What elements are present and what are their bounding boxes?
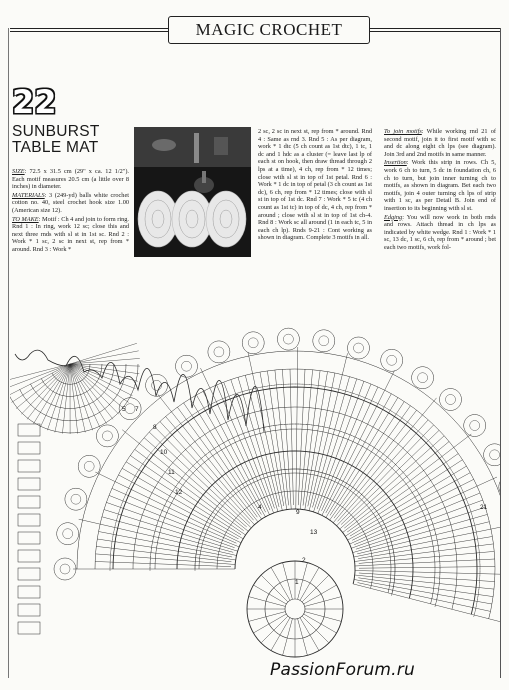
chart-stitch-line [300,618,319,651]
chart-row-label: 10 [160,449,168,456]
right-margin-rule [500,28,501,678]
chart-picot-loop [84,461,94,471]
chart-picot-loop [57,523,79,545]
chart-stitch-mark [144,460,146,463]
chart-stitch-line [70,364,85,432]
chart-stitch-mark [379,404,383,406]
chart-stitch-mark [414,427,417,430]
chart-stitch-line [79,519,237,555]
chart-picot-loop [208,341,230,363]
chart-stitch-mark [136,471,138,474]
chart-stitch-line [296,347,298,509]
chart-stitch-mark [445,461,447,464]
chart-picot-loop [71,494,81,504]
chart-stitch-mark [454,475,456,479]
chart-picot-loop [440,389,462,411]
chart-stitch-mark [467,500,469,504]
edging-label: Edging [384,213,403,221]
chart-stitch-mark [112,536,113,540]
chart-insertion-cell [18,496,40,508]
chart-picot-loop [125,404,135,414]
chart-stitch-line [308,373,335,506]
chart-stitch-line [96,546,231,561]
chart-stitch-mark [150,451,153,454]
chart-stitch-line [350,466,467,536]
chart-stitch-mark [475,527,476,531]
chart-row-label: 4 [258,504,262,511]
chart-picot-loop [313,330,335,352]
chart-stitch-mark [367,398,371,400]
chart-stitch-line [97,539,235,560]
rounds-text: 2 sc, 2 sc in next st, rep from * around. Rnd 4 : Same as rnd 3. Rnd 5 : As per diagram, work * 1 dtc (5 ch count as 1st dtc), 1 tc, 1 dc and 1 hdc as a cluster (= leave last lp of each st on hook, then draw thread through 2 lps at a time), 4 ch, rep from * 12 times; close with sl st in top of 1st petal. Rnd 6 : Work * 1 dc in top of petal (3 ch count as 1st dc), 6 ch, rep from * 12 times; close with sl st in top of 1st dc. Rnd 7 : Work * 5 tc (4 ch count as 1st tc) in top of dc, 4 ch, rep from * around ; close with sl st in top of 1st ch-4. Rnd 8 : Work sc all around (1 in each tc, 5 in each ch lp). Rnds 9-21 : Cont working as shown in diagram. Complete 3 motifs in all. [258,128,372,242]
chart-stitch-line [271,618,290,651]
chart-stitch-mark [250,389,254,390]
chart-stitch-mark [140,465,142,468]
chart-picot-loop [446,395,456,405]
chart-stitch-line [166,417,254,521]
chart-stitch-mark [382,406,386,408]
chart-stitch-line [224,382,274,513]
chart-stitch-mark [131,480,133,484]
chart-stitch-line [261,575,288,602]
chart-stitch-mark [409,423,412,426]
chart-picot-loop [78,455,100,477]
chart-stitch-line [261,616,288,643]
chart-stitch-mark [476,603,477,607]
chart-stitch-mark [434,447,437,450]
chart-stitch-line [96,554,236,565]
left-margin-rule [8,28,9,678]
chart-stitch-mark [327,387,331,388]
chart-picot-loop [242,332,264,354]
chart-stitch-line [322,387,378,511]
chart-insertion-cell [18,604,40,616]
chart-row-label: 9 [296,509,300,516]
chart-picot-loop [283,334,293,344]
chart-picot-loop [490,450,500,460]
chart-stitch-mark [244,390,248,391]
chart-stitch-line [122,430,248,532]
chart-stitch-mark [231,394,235,395]
chart-stitch-line [271,567,290,600]
chart-stitch-mark [156,443,159,446]
chart-stitch-mark [458,481,460,485]
chart-insertion-cell [18,424,40,436]
chart-stitch-mark [146,457,148,460]
instructions-column-3 [258,128,372,243]
chart-stitch-mark [478,540,479,544]
chart-stitch-line [348,473,471,540]
chart-insertion-cell [18,586,40,598]
chart-stitch-line [345,460,462,537]
materials-text: : 3 (249-yd) balls white crochet cotton no. 40, steel crochet hook size 1.00 (American size 12). [12,191,129,214]
chart-stitch-mark [406,421,409,423]
chart-row-label: 11 [168,469,175,476]
chart-stitch-line [253,585,286,604]
chart-stitch-line [119,475,239,539]
chart-stitch-line [55,364,70,432]
chart-stitch-mark [179,422,182,425]
chart-insertion-cell [18,478,40,490]
chart-picot-loop [96,425,118,447]
chart-picot-loop [484,444,500,466]
chart-row-label: 7 [135,406,139,413]
chart-stitch-mark [333,388,337,389]
edging-text: : You will now work in both rnds and rows. Attach thread in ch lps as indicated by white wedge. Rnd 1 : Work * 1 sc, 13 dc, 1 sc, 6 ch, rep from * around ; bet each two motifs, work fol- [384,213,496,251]
chart-stitch-mark [117,516,118,520]
chart-row-label: 1 [295,579,299,586]
crochet-chart-diagram [10,284,500,664]
chart-row-label: 12 [175,489,183,496]
chart-stitch-mark [477,596,478,600]
chart-stitch-line [99,532,233,558]
chart-stitch-mark [224,397,228,399]
chart-stitch-mark [354,394,358,395]
chart-stitch-line [304,585,337,604]
chart-stitch-mark [394,413,397,415]
chart-stitch-mark [411,425,414,428]
chart-picot-loop [182,361,192,371]
chart-stitch-mark [264,386,268,387]
chart-stitch-line [303,371,320,506]
materials-label: MATERIALS [12,191,45,199]
chart-stitch-mark [148,454,150,457]
chart-stitch-mark [475,610,476,614]
chart-stitch-line [253,614,286,633]
chart-stitch-mark [460,484,462,488]
chart-stitch-line [302,616,329,643]
insertion-label: Insertion [384,159,407,167]
chart-stitch-mark [389,409,392,411]
chart-stitch-line [356,507,485,549]
chart-stitch-mark [441,455,443,458]
chart-stitch-mark [469,507,470,511]
chart-stitch-line [322,371,395,516]
chart-stitch-mark [464,494,466,498]
chart-row-label: 13 [310,529,318,536]
chart-stitch-line [16,364,70,409]
chart-stitch-mark [478,593,479,597]
chart-stitch-line [357,522,489,554]
chart-stitch-mark [268,386,272,387]
chart-stitch-mark [114,529,115,533]
chart-picot-loop [60,564,70,574]
chart-stitch-line [126,462,241,535]
chart-stitch-line [21,364,70,414]
chart-stitch-mark [185,418,188,420]
chart-stitch-mark [400,417,403,419]
chart-stitch-line [334,410,417,518]
chart-stitch-line [309,353,347,510]
chart-stitch-line [106,502,234,547]
chart-stitch-line [333,398,436,523]
chart-stitch-mark [133,477,135,481]
chart-insertion-cell [18,532,40,544]
chart-picot-loop [412,367,434,389]
chart-stitch-mark [429,442,432,445]
chart-insertion-cell [18,442,40,454]
chart-insertion-cell [18,514,40,526]
chart-picot-loop [146,374,168,396]
chart-stitch-mark [477,534,478,538]
join-text: : While working rnd 21 of second motif, join it to first motif with sc and dc along eight ch lps (see diagram). Join 3rd and 2nd motifs in same manner. [384,128,496,158]
chart-picot-loop [63,529,73,539]
chart-picot-loop [464,415,486,437]
chart-picot-loop [381,349,403,371]
chart-stitch-line [217,385,270,510]
instructions-column-1 [12,168,129,255]
chart-stitch-mark [456,478,458,482]
chart-stitch-line [298,369,305,505]
chart-stitch-mark [166,434,169,437]
chart-picot-loop [387,355,397,365]
chart-stitch-mark [115,522,116,526]
instructions-column-4 [384,128,496,253]
insertion-text: : Work this strip in rows. Ch 5, work 6 ch to turn, 5 dc in foundation ch, 6 ch to turn, but join inner turning ch to motifs, as shown in diagram. Bet each two motifs, join 4 outer turning ch lps of strip with 1 sc, as per Detail B. Join end of insertion to its beginning with sl st. [384,159,496,212]
chart-stitch-mark [190,414,193,416]
chart-insertion-cell [18,568,40,580]
chart-stitch-line [353,584,500,624]
chart-stitch-mark [126,490,128,494]
chart-stitch-mark [237,392,241,393]
chart-row-label: 21 [480,504,488,511]
chart-stitch-mark [271,385,275,386]
watermark: PassionForum.ru [270,660,415,680]
chart-picot-loop [348,337,370,359]
header-rule-left [10,28,168,29]
chart-stitch-mark [461,487,463,491]
chart-stitch-line [304,614,337,633]
chart-stitch-mark [188,416,191,418]
chart-stitch-line [317,381,364,509]
chart-stitch-line [184,403,262,519]
chart-stitch-mark [142,462,144,465]
chart-insertion-cell [18,460,40,472]
chart-stitch-line [302,575,329,602]
chart-stitch-mark [403,419,406,421]
table-mat-photo [134,127,251,257]
chart-picot-loop [248,338,258,348]
chart-stitch-mark [347,391,351,392]
chart-stitch-mark [196,411,199,413]
chart-stitch-line [340,436,444,529]
chart-stitch-mark [471,513,472,517]
chart-stitch-line [248,352,282,510]
chart-picot-loop [319,336,329,346]
header-rule-left-2 [10,31,168,32]
chart-insertion-cell [18,550,40,562]
chart-picot-loop [470,421,480,431]
chart-stitch-mark [397,415,400,417]
chart-stitch-line [359,551,494,563]
chart-stitch-mark [193,412,196,414]
magazine-title: MAGIC CROCHET [168,16,370,44]
chart-stitch-mark [479,547,480,551]
chart-picot-loop [277,328,299,350]
chart-stitch-mark [449,466,451,469]
chart-stitch-line [300,567,319,600]
chart-picot-loop [214,347,224,357]
chart-stitch-line [70,364,140,366]
chart-stitch-mark [182,420,185,422]
chart-stitch-line [354,580,492,605]
chart-stitch-line [95,562,231,567]
chart-stitch-mark [257,387,261,388]
chart-stitch-mark [340,390,344,391]
chart-stitch-mark [451,469,453,472]
chart-stitch-line [326,394,392,513]
chart-stitch-mark [439,452,442,455]
chart-stitch-line [358,537,492,559]
chart-stitch-line [355,559,495,566]
chart-row-label: 8 [153,424,157,431]
chart-picot-loop [354,343,364,353]
chart-stitch-mark [218,399,222,401]
chart-insertion-cell [18,622,40,634]
chart-stitch-mark [202,407,206,409]
chart-stitch-mark [121,502,122,506]
chart-stitch-mark [373,401,377,403]
chart-picot-loop [176,355,198,377]
chart-stitch-line [305,372,328,510]
chart-stitch-mark [129,483,131,487]
chart-stitch-line [10,364,70,396]
chart-stitch-line [245,375,279,507]
chart-stitch-mark [316,385,320,386]
chart-stitch-line [313,377,350,508]
size-text: : 72.5 x 31.5 cm (29" x ca. 12 1/2"). Each motif measures 20.5 cm (a little over 8 inches) in diameter. [12,168,129,191]
chart-stitch-mark [453,472,455,475]
chart-stitch-line [10,364,70,389]
chart-round-arc [77,351,500,623]
chart-stitch-mark [152,449,155,452]
chart-stitch-mark [111,543,112,547]
chart-stitch-mark [176,425,179,428]
chart-stitch-mark [171,429,174,432]
header-rule-right-2 [370,31,500,32]
chart-row-label: 2 [302,557,306,564]
chart-stitch-mark [138,468,140,471]
chart-stitch-line [330,402,404,516]
chart-stitch-line [12,364,71,403]
chart-stitch-mark [124,496,126,500]
pattern-number: 22 [12,83,57,121]
chart-picot-loop [102,431,112,441]
chart-stitch-mark [391,411,394,413]
chart-stitch-mark [161,438,164,441]
chart-stitch-mark [419,432,422,435]
chart-stitch-line [351,500,482,548]
chart-stitch-line [343,434,472,533]
chart-stitch-mark [199,409,202,411]
chart-row-label: 5 [122,406,126,413]
chart-stitch-line [338,420,429,522]
to-make-text: : Motif : Ch 4 and join to form ring. Rnd 1 : In ring, work 12 sc; close this and next three rnds with sl st in 1st sc. Rnd 2 : Work * 1 sc, 2 sc in next st, rep from * around. Rnd 3 : Work * [12,215,129,253]
pattern-title: SUNBURST TABLE MAT [12,123,100,156]
chart-stitch-mark [385,408,389,410]
chart-stitch-mark [436,450,439,453]
chart-stitch-line [359,567,495,569]
chart-stitch-mark [376,403,380,405]
header-rule-right [370,28,500,29]
chart-stitch-mark [443,458,445,461]
chart-stitch-line [102,517,233,553]
chart-stitch-line [260,372,284,506]
chart-stitch-mark [478,589,479,593]
size-label: SIZE [12,168,25,175]
chart-stitch-mark [447,463,449,466]
chart-center-ring [285,599,305,619]
chart-stitch-mark [360,396,364,398]
chart-stitch-line [290,369,293,505]
chart-stitch-mark [473,520,474,524]
chart-stitch-mark [424,437,427,440]
chart-stitch-line [300,370,312,509]
chart-stitch-mark [119,509,120,513]
chart-picot-loop [54,558,76,580]
chart-picot-loop [418,373,428,383]
chart-stitch-mark [320,386,324,387]
join-label: To join motifs [384,128,422,135]
chart-stitch-mark [134,474,136,478]
chart-stitch-mark [478,544,479,548]
chart-stitch-mark [313,385,317,386]
chart-picot-loop [65,488,87,510]
to-make-label: TO MAKE [12,215,39,223]
chart-stitch-line [70,364,119,414]
chart-stitch-line [318,384,371,514]
